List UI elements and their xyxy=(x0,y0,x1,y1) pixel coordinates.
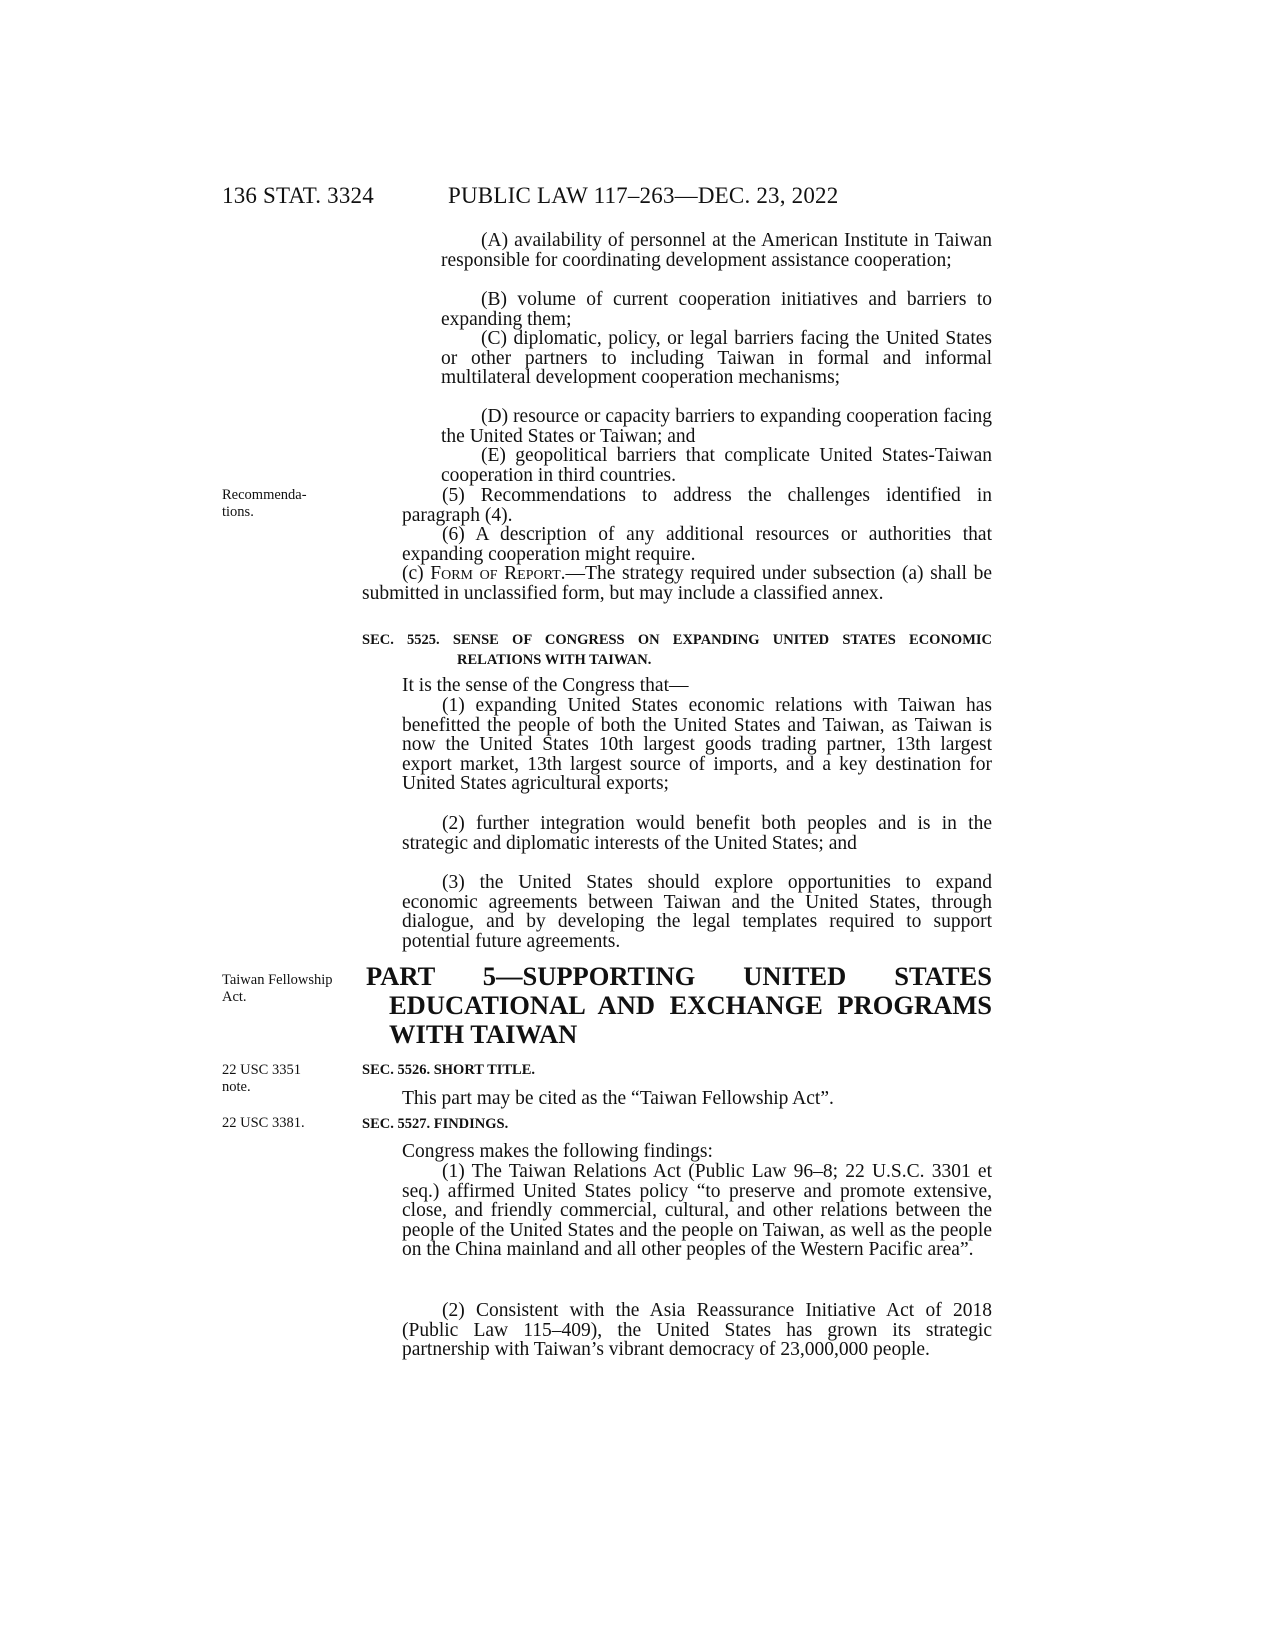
sec-5525-heading: SEC. 5525. SENSE OF CONGRESS ON EXPANDING UNITED STATES ECONOMIC RELATIONS WITH TAIWAN. xyxy=(362,632,992,668)
sec-5526-heading: SEC. 5526. SHORT TITLE. xyxy=(362,1062,536,1078)
subparagraph-d: (D) resource or capacity barriers to expanding cooperation facing the United States or Taiwan; and xyxy=(441,406,992,447)
sec-5527-paragraph-2: (2) Consistent with the Asia Reassurance Initiative Act of 2018 (Public Law 115–409), the United States has grown its strategic partnership with Taiwan’s vibrant democracy of 23,000,000 people. xyxy=(402,1300,992,1361)
sec-5527-heading: SEC. 5527. FINDINGS. xyxy=(362,1116,509,1132)
subparagraph-c: (C) diplomatic, policy, or legal barriers facing the United States or other partners to including Taiwan in formal and informal multilateral development cooperation mechanisms; xyxy=(441,328,992,389)
sec-5527-paragraph-1: (1) The Taiwan Relations Act (Public Law 96–8; 22 U.S.C. 3301 et seq.) affirmed United States policy “to preserve and promote extensive, close, and friendly commercial, cultural, and other relations between the people of the United States and the people on Taiwan, as well as the people on the China mainland and all other peoples of the Western Pacific area”. xyxy=(402,1161,992,1261)
sec-5527-intro: Congress makes the following findings: xyxy=(402,1141,713,1162)
form-of-report-heading: Form of Report xyxy=(430,563,561,584)
sec-5525-paragraph-1: (1) expanding United States economic relations with Taiwan has benefitted the people of both the United States and Taiwan, as Taiwan is now the United States 10th largest goods trading partner, 13th largest export market, 13th largest source of imports, and a key destination for United States agricultural exports; xyxy=(402,695,992,795)
sec-5525-intro: It is the sense of the Congress that— xyxy=(402,675,689,696)
margin-note-usc-3381: 22 USC 3381. xyxy=(222,1115,305,1131)
margin-note-taiwan-fellowship-act: Taiwan Fellowship Act. xyxy=(222,972,333,1005)
subparagraph-e: (E) geopolitical barriers that complicate United States-Taiwan cooperation in third countries. xyxy=(441,445,992,486)
running-header: PUBLIC LAW 117–263—DEC. 23, 2022 xyxy=(448,183,839,208)
part-5-heading: PART 5—SUPPORTING UNITED STATES EDUCATIONAL AND EXCHANGE PROGRAMS WITH TAIWAN xyxy=(366,961,992,1049)
subparagraph-b: (B) volume of current cooperation initiatives and barriers to expanding them; xyxy=(441,289,992,330)
margin-note-usc-3351: 22 USC 3351 note. xyxy=(222,1062,301,1095)
paragraph-6: (6) A description of any additional resources or authorities that expanding cooperation might require. xyxy=(402,524,992,565)
subsection-c-prefix: (c) xyxy=(402,563,431,584)
sec-5525-paragraph-3: (3) the United States should explore opportunities to expand economic agreements between Taiwan and the United States, through dialogue, and by developing the legal templates required to support potential future agreements. xyxy=(402,872,992,952)
form-of-report-text: .—The strategy required under subsection (a) shall be submitted in unclassified form, but may include a classified annex. xyxy=(362,563,992,604)
sec-5525-paragraph-2: (2) further integration would benefit both peoples and is in the strategic and diplomatic interests of the United States; and xyxy=(402,813,992,854)
margin-note-recommendations: Recommenda-tions. xyxy=(222,487,307,520)
subparagraph-a: (A) availability of personnel at the American Institute in Taiwan responsible for coordinating development assistance cooperation; xyxy=(441,230,992,271)
subsection-c-form-of-report xyxy=(362,564,992,603)
sec-5526-text: This part may be cited as the “Taiwan Fellowship Act”. xyxy=(402,1088,834,1109)
paragraph-5: (5) Recommendations to address the challenges identified in paragraph (4). xyxy=(402,485,992,526)
page-stat-citation: 136 STAT. 3324 xyxy=(222,183,374,208)
